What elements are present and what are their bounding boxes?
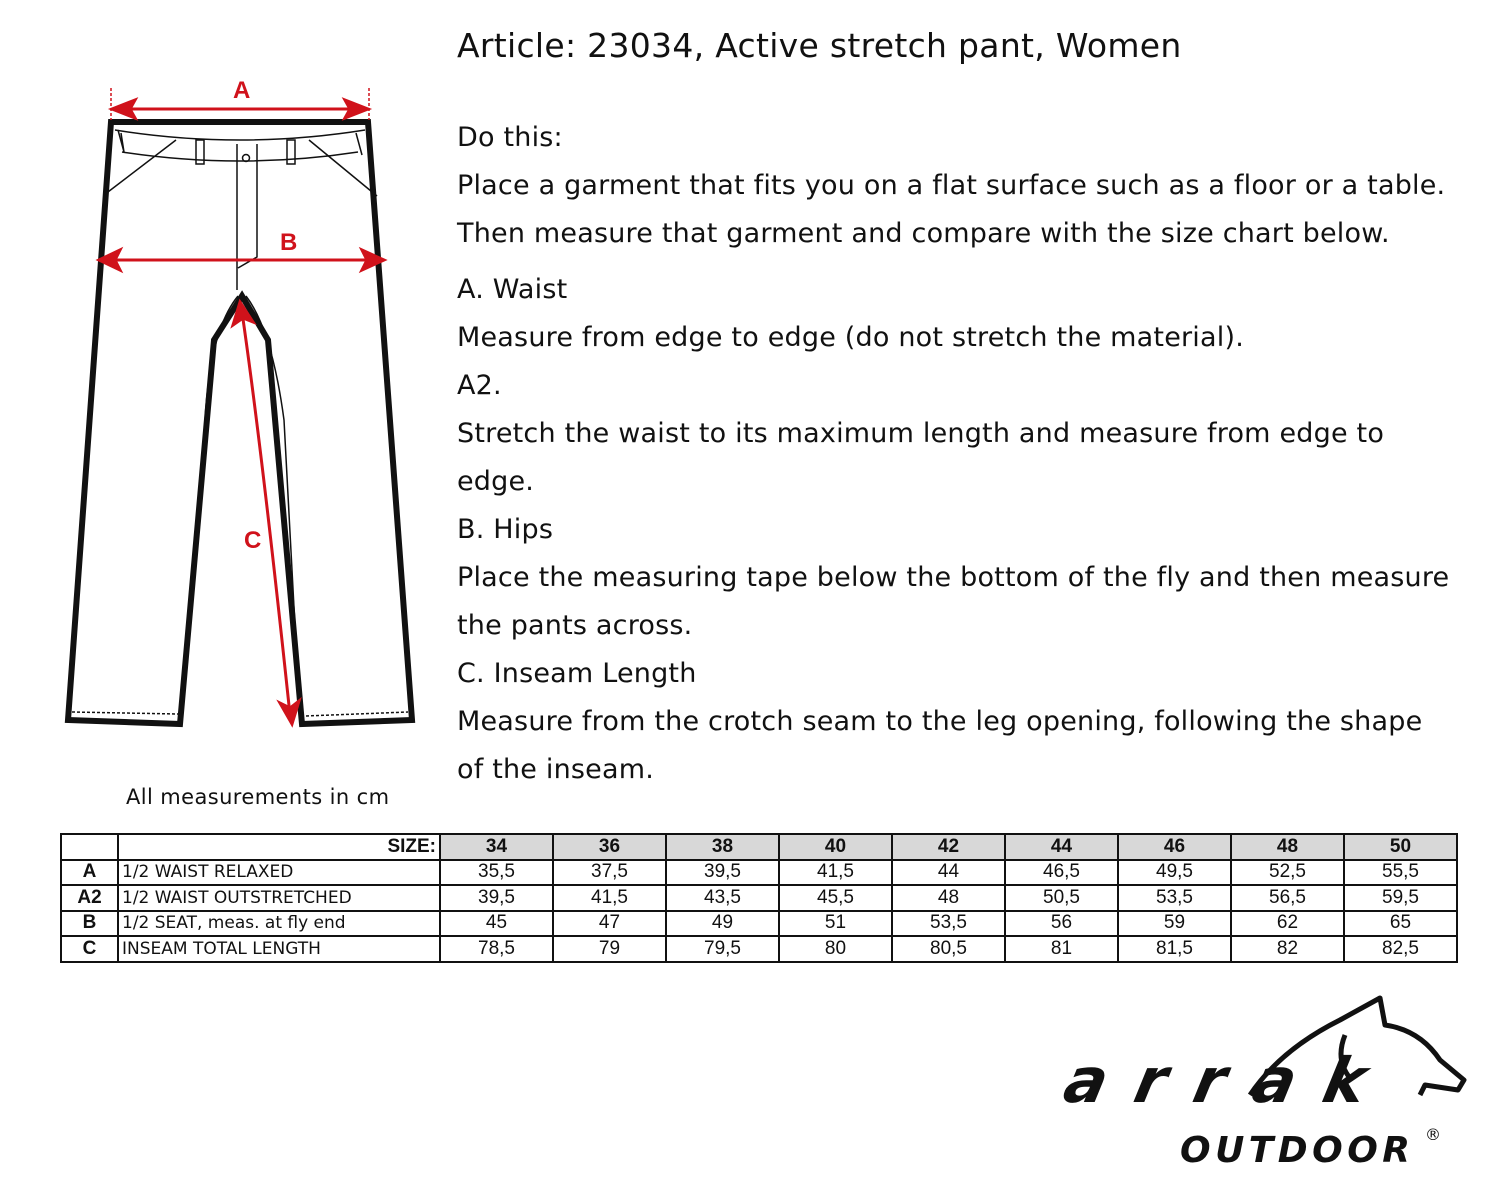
size-header: 34 — [440, 834, 553, 860]
table-row — [61, 936, 1457, 962]
empty-cell — [61, 834, 118, 860]
size-header-row — [61, 834, 1457, 860]
measure-code: A2 — [61, 885, 118, 911]
logo-registered-mark: ® — [1425, 1125, 1441, 1144]
instruction-line: Stretch the waist to its maximum length and measure from edge to — [457, 418, 1385, 449]
instruction-line: A. Waist — [457, 274, 568, 305]
pants-measurement-diagram — [0, 0, 450, 760]
instruction-line: A2. — [457, 370, 502, 401]
instruction-line: Place the measuring tape below the bottom of the fly and then measure — [457, 562, 1450, 593]
measure-label: 1/2 WAIST RELAXED — [118, 860, 440, 886]
label-b: B — [280, 229, 298, 256]
measure-value: 49 — [666, 911, 779, 937]
label-a: A — [233, 77, 251, 104]
measure-value: 65 — [1344, 911, 1457, 937]
size-table — [60, 833, 1458, 963]
measure-value: 45 — [440, 911, 553, 937]
measure-value: 62 — [1231, 911, 1344, 937]
measure-value: 81,5 — [1118, 936, 1231, 962]
size-header: 44 — [1005, 834, 1118, 860]
units-note: All measurements in cm — [126, 785, 390, 809]
size-label: SIZE: — [118, 834, 440, 860]
instruction-line: of the inseam. — [457, 754, 655, 785]
instruction-line: Do this: — [457, 122, 563, 153]
measure-value: 82 — [1231, 936, 1344, 962]
measure-value: 59 — [1118, 911, 1231, 937]
table-row — [61, 911, 1457, 937]
measure-value: 79,5 — [666, 936, 779, 962]
measure-value: 43,5 — [666, 885, 779, 911]
measure-code: B — [61, 911, 118, 937]
measure-value: 39,5 — [440, 885, 553, 911]
measure-code: C — [61, 936, 118, 962]
measure-value: 78,5 — [440, 936, 553, 962]
instruction-line: edge. — [457, 466, 535, 497]
measure-value: 41,5 — [553, 885, 666, 911]
measure-value: 52,5 — [1231, 860, 1344, 886]
size-header: 48 — [1231, 834, 1344, 860]
instruction-line: Then measure that garment and compare with the size chart below. — [457, 218, 1390, 249]
logo-brand: arrak — [1058, 1044, 1374, 1117]
measure-value: 49,5 — [1118, 860, 1231, 886]
measure-value: 47 — [553, 911, 666, 937]
measure-value: 80,5 — [892, 936, 1005, 962]
instructions — [457, 114, 1457, 794]
measure-value: 80 — [779, 936, 892, 962]
pants-outline — [68, 122, 412, 724]
measure-value: 48 — [892, 885, 1005, 911]
measure-value: 56 — [1005, 911, 1118, 937]
measure-value: 50,5 — [1005, 885, 1118, 911]
measure-value: 45,5 — [779, 885, 892, 911]
measure-label: 1/2 SEAT, meas. at fly end — [118, 911, 440, 937]
size-header: 42 — [892, 834, 1005, 860]
measure-value: 39,5 — [666, 860, 779, 886]
page-title: Article: 23034, Active stretch pant, Women — [457, 26, 1182, 65]
instruction-line: Place a garment that fits you on a flat surface such as a floor or a table. — [457, 170, 1446, 201]
measure-value: 35,5 — [440, 860, 553, 886]
size-header: 46 — [1118, 834, 1231, 860]
measure-label: 1/2 WAIST OUTSTRETCHED — [118, 885, 440, 911]
instruction-line: the pants across. — [457, 610, 693, 641]
size-header: 50 — [1344, 834, 1457, 860]
table-row — [61, 860, 1457, 886]
measure-value: 44 — [892, 860, 1005, 886]
measure-value: 46,5 — [1005, 860, 1118, 886]
instruction-line: B. Hips — [457, 514, 554, 545]
table-row — [61, 885, 1457, 911]
label-c: C — [244, 527, 262, 554]
size-header: 36 — [553, 834, 666, 860]
arrak-outdoor-logo — [1058, 990, 1480, 1180]
measure-value: 79 — [553, 936, 666, 962]
measure-value: 55,5 — [1344, 860, 1457, 886]
measure-label: INSEAM TOTAL LENGTH — [118, 936, 440, 962]
instruction-line: C. Inseam Length — [457, 658, 697, 689]
measure-value: 37,5 — [553, 860, 666, 886]
size-header: 40 — [779, 834, 892, 860]
instruction-line: Measure from edge to edge (do not stretch the material). — [457, 322, 1244, 353]
measure-code: A — [61, 860, 118, 886]
measure-value: 41,5 — [779, 860, 892, 886]
logo-sub: OUTDOOR — [1180, 1130, 1410, 1171]
size-header: 38 — [666, 834, 779, 860]
measure-value: 82,5 — [1344, 936, 1457, 962]
measure-value: 53,5 — [1118, 885, 1231, 911]
measure-value: 51 — [779, 911, 892, 937]
measure-value: 56,5 — [1231, 885, 1344, 911]
measure-value: 53,5 — [892, 911, 1005, 937]
instruction-line: Measure from the crotch seam to the leg opening, following the shape — [457, 706, 1423, 737]
measure-value: 59,5 — [1344, 885, 1457, 911]
measure-value: 81 — [1005, 936, 1118, 962]
